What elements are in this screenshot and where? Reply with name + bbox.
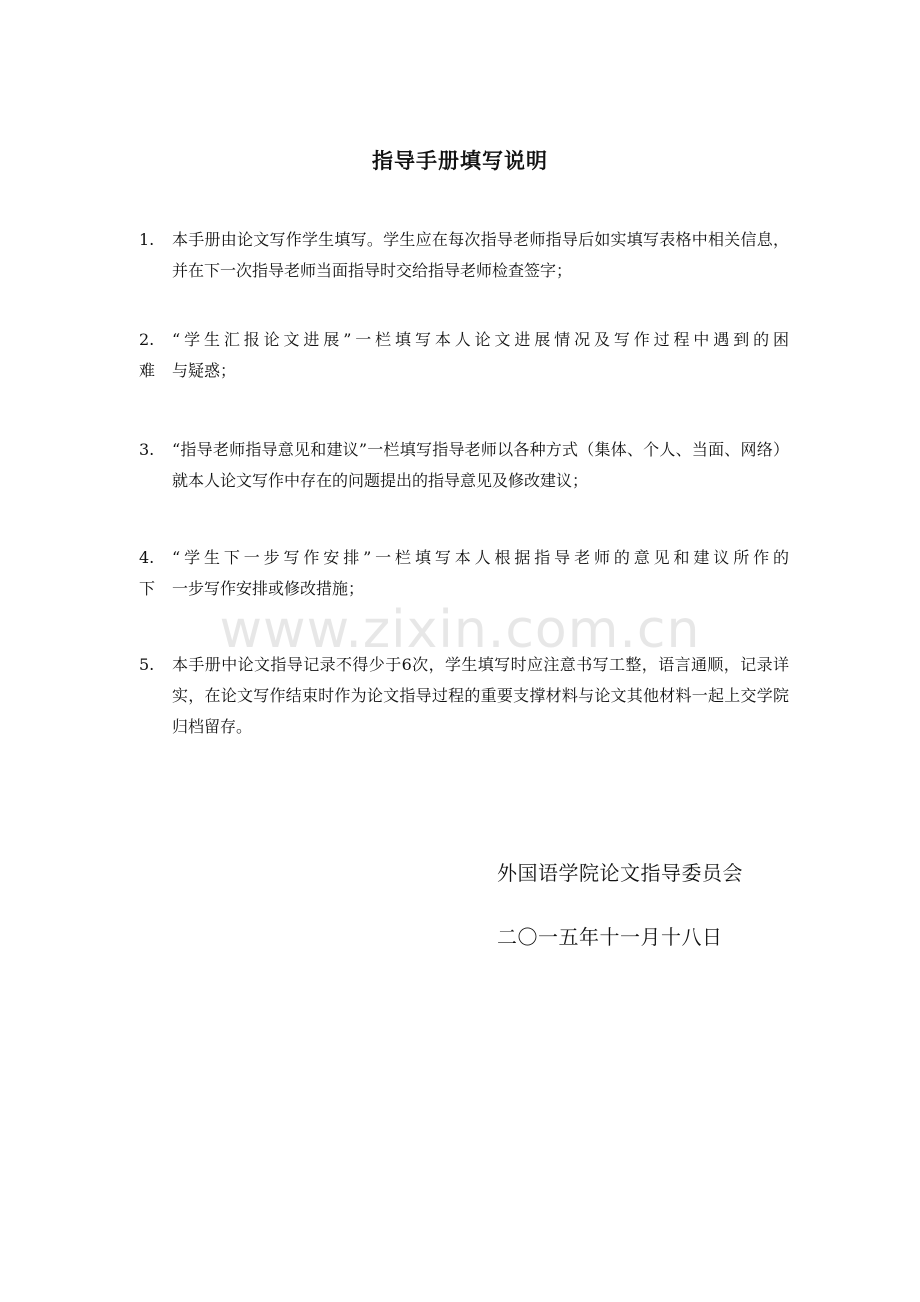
item-number: 1. (139, 230, 155, 249)
item-number: 3. (139, 440, 155, 459)
item-text-line2: 一步写作安排或修改措施； (172, 579, 365, 598)
instruction-item-3 (139, 434, 789, 496)
item-text-line1: “学生下一步写作安排”一栏填写本人根据指导老师的意见和建议所作的 (172, 548, 789, 567)
item-text-continuation-char: 下 (139, 579, 156, 598)
item-text: 本手册由论文写作学生填写。学生应在每次指导老师指导后如实填写表格中相关信息，并在下一次指导老师当面指导时交给指导老师检查签字； (172, 230, 789, 280)
item-text-line2: 与疑惑； (172, 361, 237, 380)
signature-organization: 外国语学院论文指导委员会 (497, 861, 743, 885)
watermark: www.zixin.com.cn (219, 600, 701, 660)
item-text: 本手册中论文指导记录不得少于6次，学生填写时应注意书写工整，语言通顺，记录详实，在论文写作结束时作为论文指导过程的重要支撑材料与论文其他材料一起上交学院归档留存。 (172, 655, 789, 736)
item-text-line2-wrapper (139, 355, 789, 386)
instruction-item-1 (139, 224, 789, 286)
item-number: 5. (139, 655, 155, 674)
item-text-line2-wrapper (139, 573, 789, 604)
instruction-item-5 (139, 649, 789, 742)
item-text-continuation-char: 难 (139, 361, 156, 380)
item-number: 4. (139, 548, 155, 567)
page-title: 指导手册填写说明 (372, 149, 548, 173)
item-number: 2. (139, 330, 155, 349)
signature-date: 二〇一五年十一月十八日 (497, 925, 723, 949)
item-text-line1: “学生汇报论文进展”一栏填写本人论文进展情况及写作过程中遇到的困 (172, 330, 789, 349)
instruction-item-2 (139, 324, 789, 386)
item-text: “指导老师指导意见和建议”一栏填写指导老师以各种方式（集体、个人、当面、网络）就本人论文写作中存在的问题提出的指导意见及修改建议； (172, 440, 789, 490)
instruction-item-4 (139, 542, 789, 604)
